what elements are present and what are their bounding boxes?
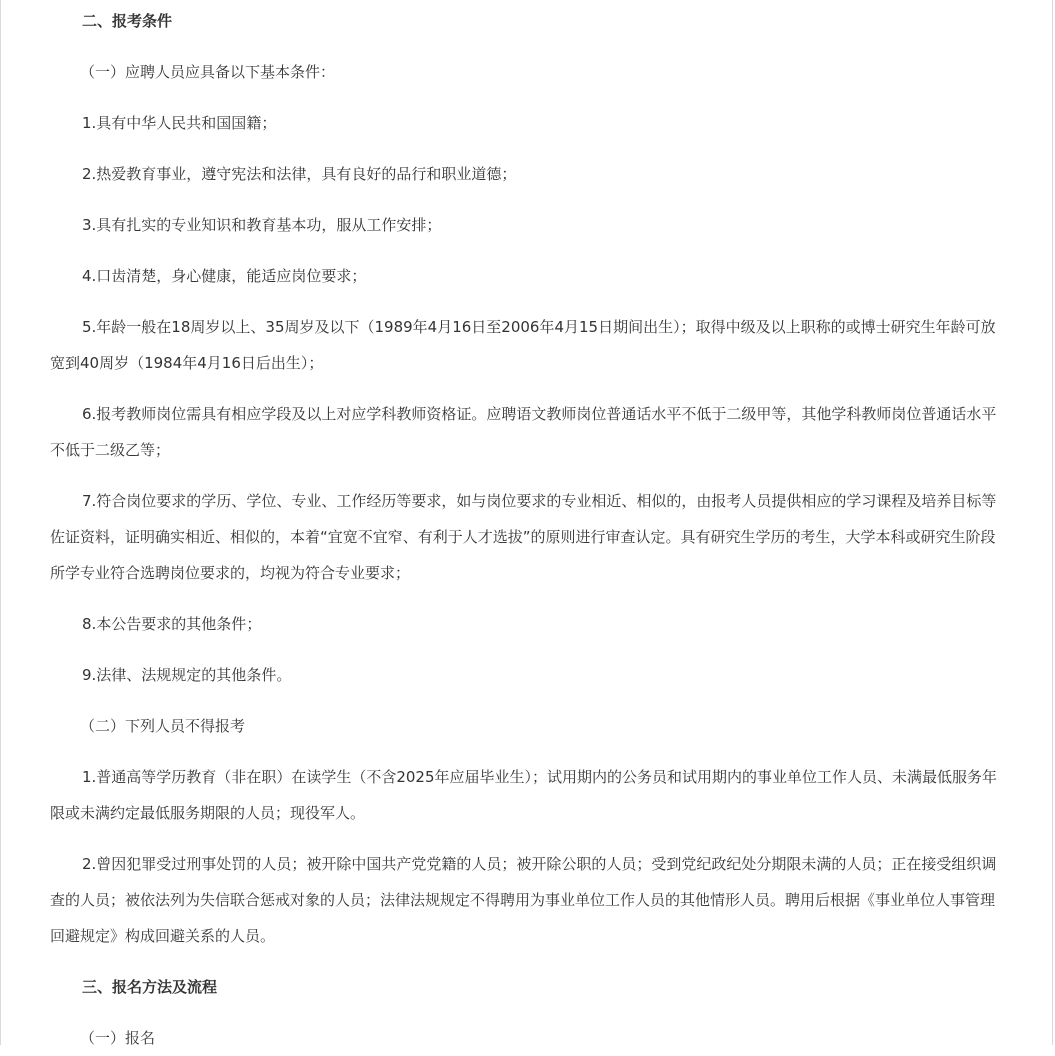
subsection-registration: （一）报名	[80, 1029, 156, 1047]
section-title-registration: 三、报名方法及流程	[82, 978, 218, 996]
condition-item-5: 5.年龄一般在18周岁以上、35周岁及以下（1989年4月16日至2006年4月15日期间出生）；取得中级及以上职称的或博士研究生年龄可放宽到40周岁（1984年4月16日后出生）；	[50, 318, 996, 372]
subsection-excluded: （二）下列人员不得报考	[80, 717, 246, 735]
condition-item-2: 2.热爱教育事业，遵守宪法和法律，具有良好的品行和职业道德；	[82, 165, 517, 183]
subsection-basic-conditions: （一）应聘人员应具备以下基本条件：	[80, 63, 336, 81]
section-title-requirements: 二、报考条件	[82, 12, 173, 30]
exclusion-item-1: 1.普通高等学历教育（非在职）在读学生（不含2025年应届毕业生）；试用期内的公务员和试用期内的事业单位工作人员、未满最低服务年限或未满约定最低服务期限的人员；现役军人。	[50, 768, 997, 822]
condition-item-7: 7.符合岗位要求的学历、学位、专业、工作经历等要求，如与岗位要求的专业相近、相似的，由报考人员提供相应的学习课程及培养目标等佐证资料，证明确实相近、相似的，本着“宜宽不宜窄、有利于人才选拔”的原则进行审查认定。具有研究生学历的考生，大学本科或研究生阶段所学专业符合选聘岗位要求的，均视为符合专业要求；	[50, 492, 997, 582]
exclusion-item-2: 2.曾因犯罪受过刑事处罚的人员；被开除中国共产党党籍的人员；被开除公职的人员；受到党纪政纪处分期限未满的人员；正在接受组织调查的人员；被依法列为失信联合惩戒对象的人员；法律法规规定不得聘用为事业单位工作人员的其他情形人员。聘用后根据《事业单位人事管理回避规定》构成回避关系的人员。	[50, 855, 997, 945]
condition-item-3: 3.具有扎实的专业知识和教育基本功，服从工作安排；	[82, 216, 442, 234]
condition-item-1: 1.具有中华人民共和国国籍；	[82, 114, 277, 132]
condition-item-4: 4.口齿清楚，身心健康，能适应岗位要求；	[82, 267, 367, 285]
condition-item-8: 8.本公告要求的其他条件；	[82, 615, 262, 633]
condition-item-6: 6.报考教师岗位需具有相应学段及以上对应学科教师资格证。应聘语文教师岗位普通话水平不低于二级甲等，其他学科教师岗位普通话水平不低于二级乙等；	[50, 405, 997, 459]
condition-item-9: 9.法律、法规规定的其他条件。	[82, 666, 292, 684]
